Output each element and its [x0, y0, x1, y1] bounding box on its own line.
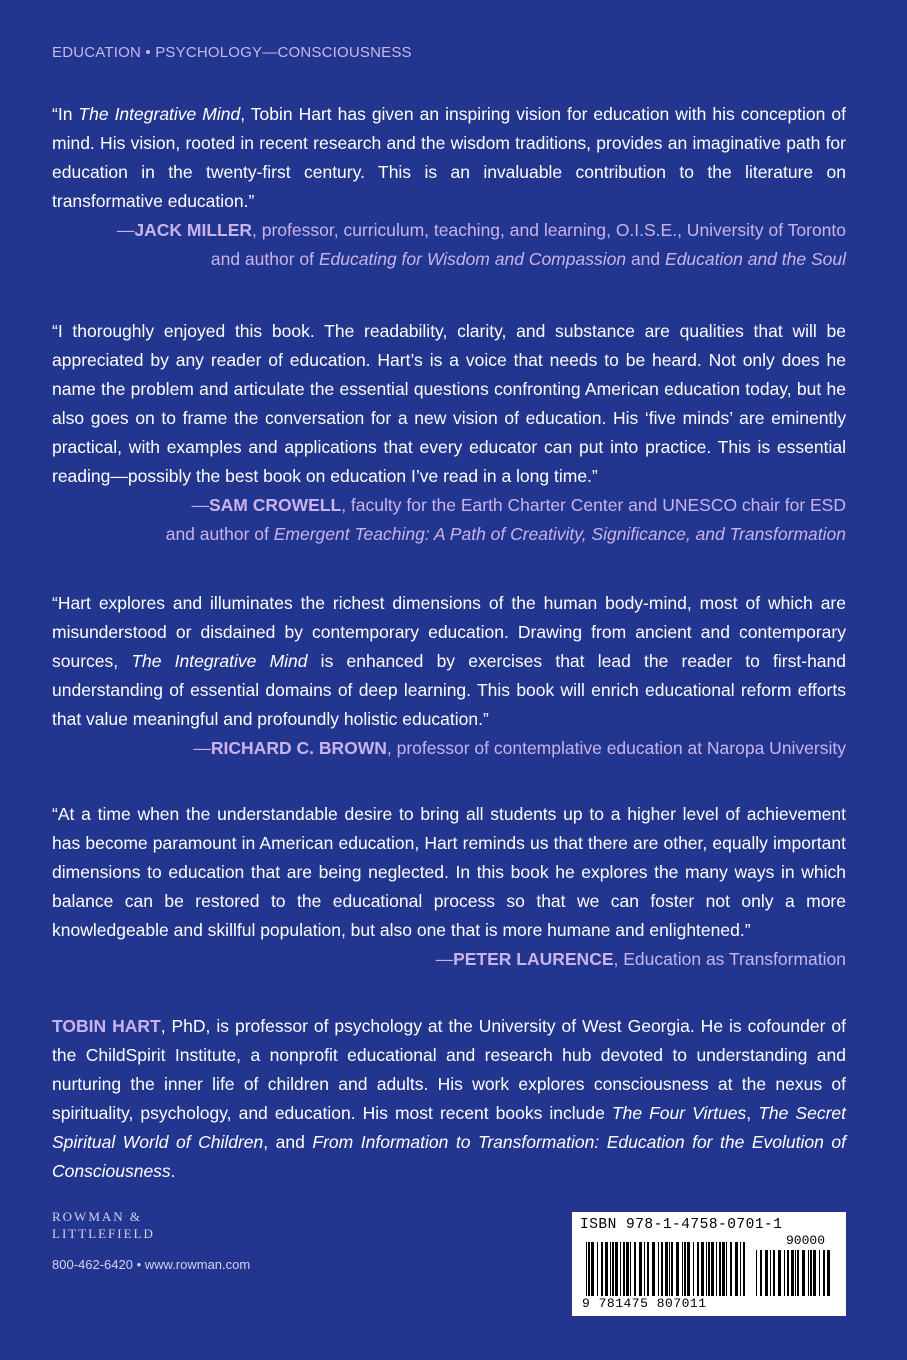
category-line: EDUCATION • PSYCHOLOGY—CONSCIOUSNESS	[52, 44, 412, 61]
book-title: From Information to Transformation: Education for the Evolution of Consciousness	[52, 1132, 847, 1181]
barcode-stripe	[778, 1250, 781, 1296]
barcode-stripe	[735, 1242, 738, 1296]
blurb-attribution: —SAM CROWELL, faculty for the Earth Charter Center and UNESCO chair for ESD and author of Emergent Teaching: A Path of Creativity, Significance, and Transformation	[165, 495, 846, 544]
barcode-stripe	[693, 1242, 694, 1296]
publisher-contact: 800-462-6420 • www.rowman.com	[52, 1257, 251, 1272]
barcode-stripe	[808, 1250, 809, 1296]
barcode-bars-icon	[586, 1242, 746, 1296]
blurb-peter-laurence	[52, 800, 846, 974]
blurb-jack-miller	[52, 100, 846, 274]
barcode-stripe	[615, 1242, 618, 1296]
barcode-stripe	[684, 1242, 686, 1296]
barcode-stripe	[810, 1250, 812, 1296]
barcode-stripe	[711, 1242, 714, 1296]
blurb-attribution: —JACK MILLER, professor, curriculum, teaching, and learning, O.I.S.E., University of Toronto and author of Educating for Wisdom and Compassion and Education and the Soul	[116, 220, 846, 269]
endorser-name: PETER LAURENCE	[453, 949, 614, 969]
barcode-digits: 9 781475 807011	[582, 1296, 707, 1311]
barcode-stripe	[647, 1242, 649, 1296]
barcode-stripe	[706, 1242, 707, 1296]
barcode-stripe	[802, 1250, 805, 1296]
isbn-text: ISBN 978-1-4758-0701-1	[580, 1217, 783, 1233]
book-title: The Integrative Mind	[78, 104, 241, 124]
barcode-stripe	[722, 1242, 725, 1296]
barcode-stripe	[716, 1242, 717, 1296]
barcode-stripe	[770, 1250, 771, 1296]
barcode-stripe	[697, 1242, 699, 1296]
barcode-stripe	[626, 1242, 629, 1296]
author-name: TOBIN HART	[52, 1016, 161, 1036]
barcode-stripe	[823, 1250, 825, 1296]
blurb-attribution: —RICHARD C. BROWN, professor of contemplative education at Naropa University	[193, 738, 846, 758]
barcode-stripe	[756, 1250, 757, 1296]
barcode-stripe	[634, 1242, 636, 1296]
blurb-quote: “Hart explores and illuminates the richest dimensions of the human body-mind, most of which are misunderstood or disdained by contemporary education. Drawing from ancient and contemporary sources, The Integrative Mind is enhanced by exercises that lead the reader to first-hand understanding of essential domains of deep learning. This book will enrich educational reform efforts that value meaningful and profoundly holistic education.”	[52, 593, 846, 729]
barcode-stripe	[623, 1242, 625, 1296]
blurb-quote: “I thoroughly enjoyed this book. The readability, clarity, and substance are qualities that will be appreciated by any reader of education. Hart’s is a voice that needs to be heard. Not only does he name the problem and articulate the essential questions confronting American education today, but he also goes on to frame the conversation for a new vision of education. His ‘five minds’ are eminently practical, with examples and applications that every educator can put into practice. This is essential reading—possibly the best book on education I’ve read in a long time.”	[52, 321, 846, 486]
barcode-stripe	[760, 1250, 762, 1296]
barcode-stripe	[591, 1242, 594, 1296]
barcode-stripe	[787, 1250, 789, 1296]
barcode-stripe	[665, 1242, 668, 1296]
barcode-stripe	[765, 1250, 768, 1296]
endorser-name: SAM CROWELL	[208, 495, 342, 515]
book-title: The Secret Spiritual World of Children	[52, 1103, 846, 1152]
barcode-stripe	[671, 1242, 673, 1296]
barcode-stripe	[620, 1242, 621, 1296]
barcode-stripe	[605, 1242, 608, 1296]
book-title: The Integrative Mind	[131, 651, 308, 671]
addon-barcode-bars-icon	[756, 1250, 832, 1296]
barcode-stripe	[819, 1250, 820, 1296]
barcode-stripe	[661, 1242, 663, 1296]
barcode-stripe	[610, 1242, 611, 1296]
barcode-stripe	[687, 1242, 690, 1296]
barcode-stripe	[682, 1242, 683, 1296]
barcode-stripe	[588, 1242, 590, 1296]
barcode-stripe	[669, 1242, 670, 1296]
barcode-stripe	[639, 1242, 642, 1296]
barcode-stripe	[773, 1250, 775, 1296]
book-title: Education and the Soul	[665, 249, 846, 269]
isbn-barcode	[572, 1212, 846, 1316]
endorser-name: RICHARD C. BROWN	[210, 738, 387, 758]
barcode-stripe	[630, 1242, 631, 1296]
barcode-stripe	[644, 1242, 645, 1296]
barcode-stripe	[730, 1242, 732, 1296]
barcode-stripe	[813, 1250, 816, 1296]
barcode-stripe	[791, 1250, 794, 1296]
book-title: The Four Virtues	[611, 1103, 747, 1123]
barcode-stripe	[797, 1250, 799, 1296]
blurb-quote: “In The Integrative Mind, Tobin Hart has given an inspiring vision for education with his conception of mind. His vision, rooted in recent research and the wisdom traditions, provides an imaginative path for education in the twenty-first century. This is an invaluable contribution to the literature on transformative education.”	[52, 104, 846, 211]
barcode-stripe	[726, 1242, 727, 1296]
barcode-stripe	[743, 1242, 745, 1296]
blurb-quote: “At a time when the understandable desire to bring all students up to a higher level of achievement has become paramount in American education, Hart reminds us that there are other, equally important dimensions to education that are being neglected. In this book he explores the many ways in which balance can be restored to the educational process so that we can foster not only a more knowledgeable and skillful population, but also one that is more humane and enlightened.”	[52, 804, 846, 940]
book-title: Emergent Teaching: A Path of Creativity, Significance, and Transformation	[273, 524, 846, 544]
barcode-stripe	[586, 1242, 587, 1296]
barcode-stripe	[676, 1242, 679, 1296]
barcode-stripe	[612, 1242, 614, 1296]
blurb-attribution: —PETER LAURENCE, Education as Transformation	[435, 949, 846, 969]
blurb-sam-crowell	[52, 317, 846, 549]
barcode-stripe	[784, 1250, 785, 1296]
barcode-stripe	[827, 1250, 830, 1296]
price-code: 90000	[786, 1233, 826, 1248]
barcode-stripe	[597, 1242, 598, 1296]
barcode-stripe	[708, 1242, 710, 1296]
barcode-stripe	[601, 1242, 603, 1296]
barcode-stripe	[701, 1242, 704, 1296]
barcode-stripe	[652, 1242, 655, 1296]
barcode-stripe	[658, 1242, 659, 1296]
book-title: Educating for Wisdom and Compassion	[318, 249, 627, 269]
barcode-stripe	[719, 1242, 721, 1296]
blurb-richard-brown	[52, 589, 846, 763]
barcode-stripe	[740, 1242, 741, 1296]
barcode-stripe	[795, 1250, 796, 1296]
publisher-logo: ROWMAN & LITTLEFIELD	[52, 1209, 155, 1241]
author-bio: TOBIN HART, PhD, is professor of psychology at the University of West Georgia. He is cofounder of the ChildSpirit Institute, a nonprofit educational and research hub devoted to understanding and nurturing the inner life of children and adults. His work explores consciousness at the nexus of spirituality, psychology, and education. His most recent books include The Four Virtues, The Secret Spiritual World of Children, and From Information to Transformation: Education for the Evolution of Consciousness.	[52, 1016, 847, 1181]
endorser-name: JACK MILLER	[134, 220, 253, 240]
